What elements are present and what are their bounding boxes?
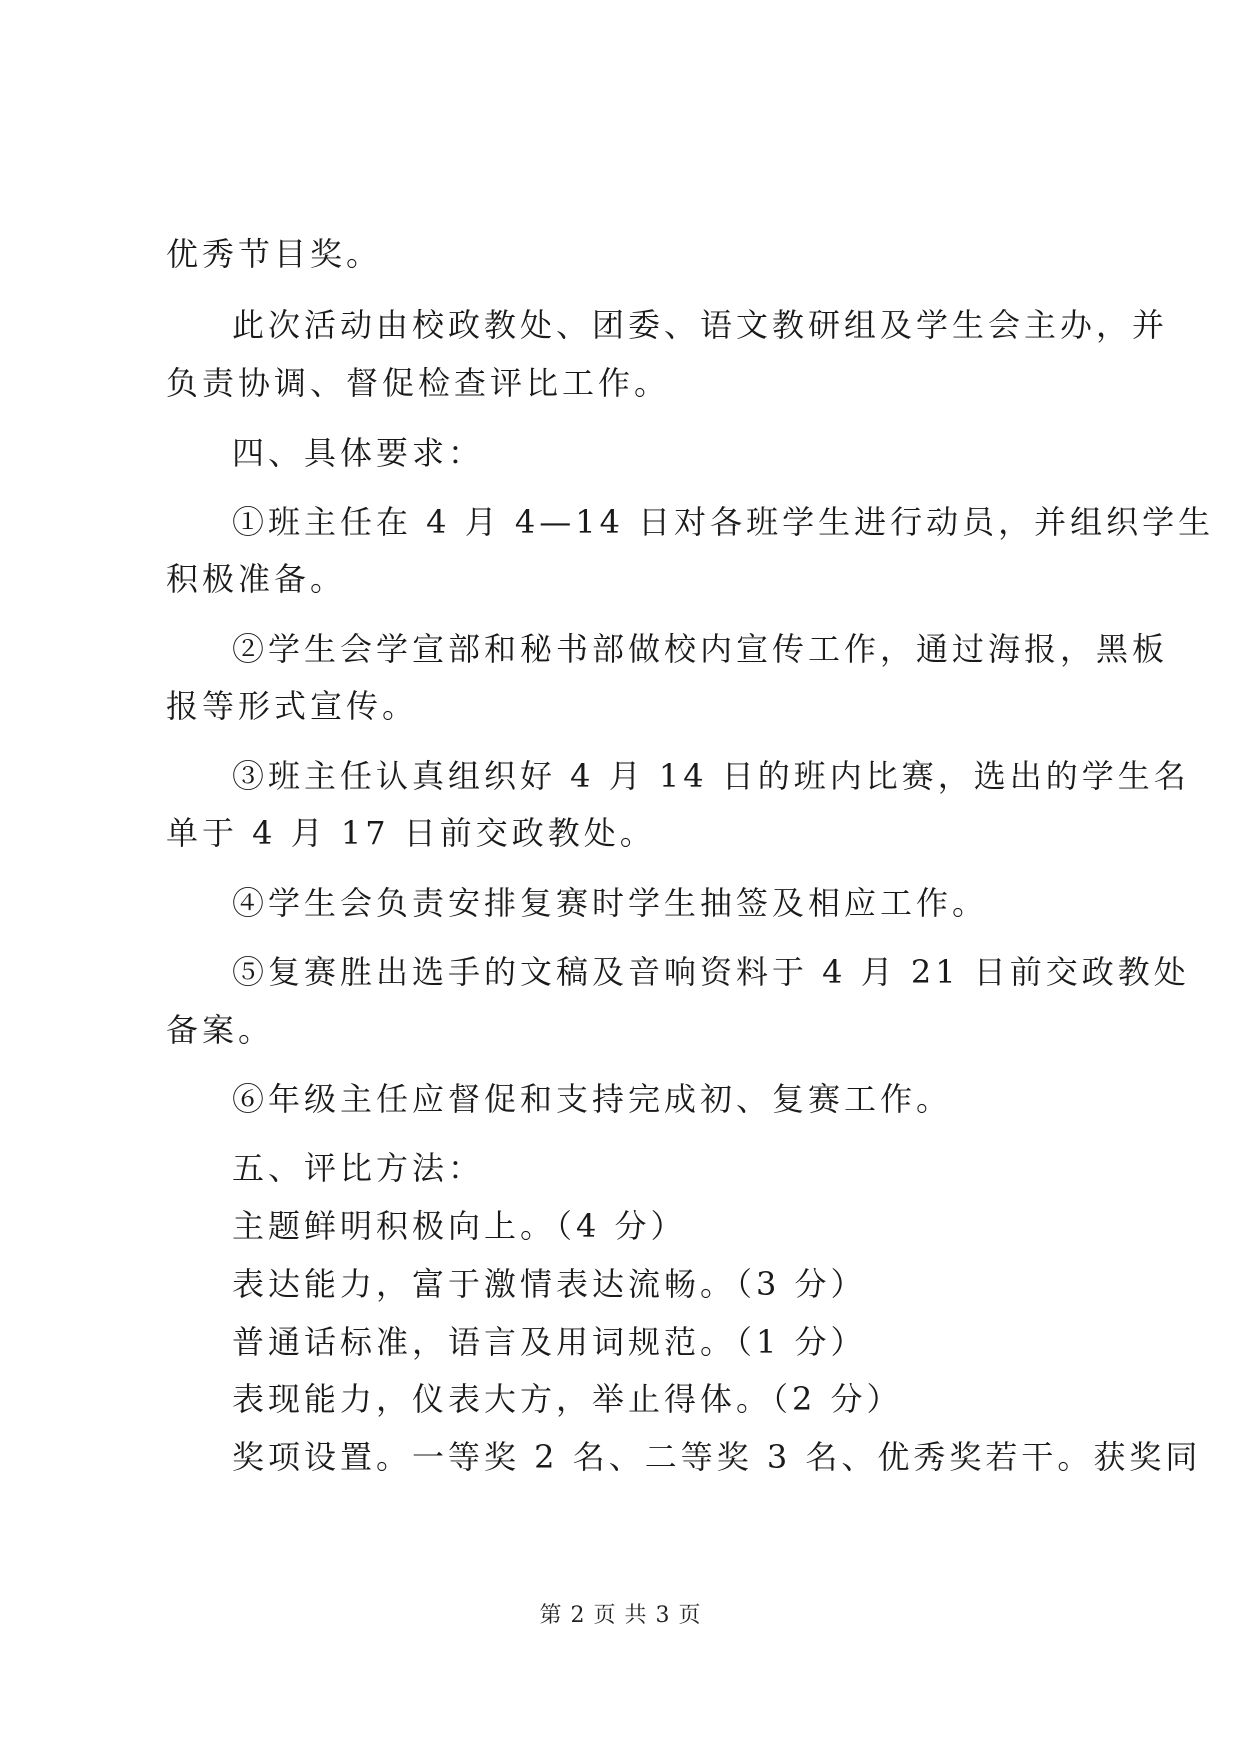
list-item: ①班主任在 4 月 4—14 日对各班学生进行动员，并组织学生 <box>232 503 1215 541</box>
section-heading: 五、评比方法： <box>232 1149 485 1187</box>
paragraph-line: 负责协调、督促检查评比工作。 <box>166 364 671 402</box>
criteria-item: 表达能力，富于激情表达流畅。（3 分） <box>232 1265 867 1303</box>
list-item: ④学生会负责安排复赛时学生抽签及相应工作。 <box>232 884 989 922</box>
list-item: ⑥年级主任应督促和支持完成初、复赛工作。 <box>232 1080 953 1118</box>
criteria-item: 表现能力，仪表大方，举止得体。（2 分） <box>232 1380 903 1418</box>
list-item: ⑤复赛胜出选手的文稿及音响资料于 4 月 21 日前交政教处 <box>232 953 1190 991</box>
list-item: ③班主任认真组织好 4 月 14 日的班内比赛，选出的学生名 <box>232 757 1190 795</box>
list-item-continuation: 备案。 <box>166 1011 275 1049</box>
list-item-continuation: 单于 4 月 17 日前交政教处。 <box>166 814 656 852</box>
paragraph-line: 优秀节目奖。 <box>166 235 383 273</box>
criteria-item: 普通话标准，语言及用词规范。（1 分） <box>232 1323 867 1361</box>
criteria-item: 主题鲜明积极向上。（4 分） <box>232 1207 687 1245</box>
paragraph-line: 此次活动由校政教处、团委、语文教研组及学生会主办，并 <box>232 306 1169 344</box>
list-item-continuation: 积极准备。 <box>166 560 347 598</box>
list-item-continuation: 报等形式宣传。 <box>166 687 419 725</box>
list-item: ②学生会学宣部和秘书部做校内宣传工作，通过海报，黑板 <box>232 630 1169 668</box>
section-heading: 四、具体要求： <box>232 434 485 472</box>
awards-line: 奖项设置。一等奖 2 名、二等奖 3 名、优秀奖若干。获奖同 <box>232 1438 1202 1476</box>
page-footer: 第 2 页 共 3 页 <box>539 1603 702 1628</box>
